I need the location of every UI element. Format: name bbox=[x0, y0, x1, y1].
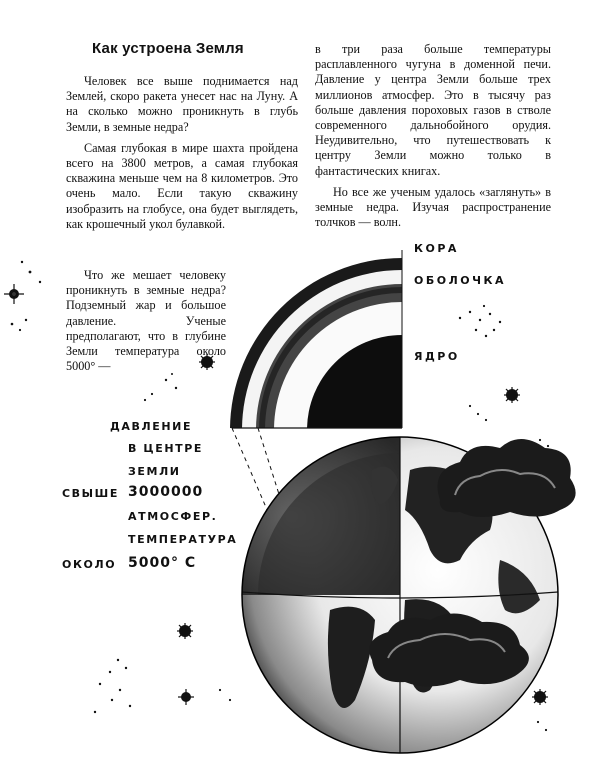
caption-pressure-value: 3000000 bbox=[128, 484, 204, 500]
caption-line-3: ЗЕМЛИ bbox=[128, 465, 181, 478]
caption-line-6: ТЕМПЕРАТУРА bbox=[128, 533, 238, 546]
label-core: ЯДРО bbox=[414, 350, 460, 363]
right-paragraph-2: Но все же ученым удалось «заглянуть» в земные недра. Изучая распространение толчков — волн. bbox=[315, 184, 551, 230]
article-title: Как устроена Земля bbox=[92, 40, 244, 57]
label-crust: КОРА bbox=[414, 242, 459, 255]
caption-line-5: АТМОСФЕР. bbox=[128, 510, 218, 523]
caption-line-1: ДАВЛЕНИЕ bbox=[110, 420, 193, 433]
left-paragraph-2: Самая глубокая в мире шахта пройдена всего на 3800 метров, а самая глубокая скважина меньше чем на 8 километров. Это очень мало. Если такую скважину изобразить на глобусе, она будет выглядеть, как крошечный укол булавкой. bbox=[66, 140, 298, 231]
caption-line-7-prefix: ОКОЛО bbox=[62, 558, 117, 571]
left-column-narrow bbox=[66, 268, 226, 380]
left-paragraph-3: Что же мешает человеку проникнуть в земные недра? Подземный жар и большое давление. Ученые предполагают, что в глубине Земли температура около 5000° — bbox=[66, 268, 226, 374]
caption-line-2: В ЦЕНТРЕ bbox=[128, 442, 204, 455]
left-column bbox=[66, 74, 298, 238]
right-paragraph-1: в три раза больше температуры расплавленного чугуна в доменной печи. Давление у центра Земли больше трех миллионов атмосфер. Это в тысячу раз больше давления пороховых газов в стволе современного дальнобойного орудия. Неудивительно, что путешествовать к центру Земли можно только в фантастических книгах. bbox=[315, 42, 551, 178]
left-paragraph-1: Человек все выше поднимается над Землей, скоро ракета унесет нас на Луну. А на сколько можно проникнуть в глубь Земли, в земные недра? bbox=[66, 74, 298, 134]
caption-temperature-value: 5000° С bbox=[128, 555, 197, 571]
caption-line-4-prefix: СВЫШЕ bbox=[62, 487, 119, 500]
right-column bbox=[315, 42, 551, 236]
label-mantle: ОБОЛОЧКА bbox=[414, 274, 506, 287]
